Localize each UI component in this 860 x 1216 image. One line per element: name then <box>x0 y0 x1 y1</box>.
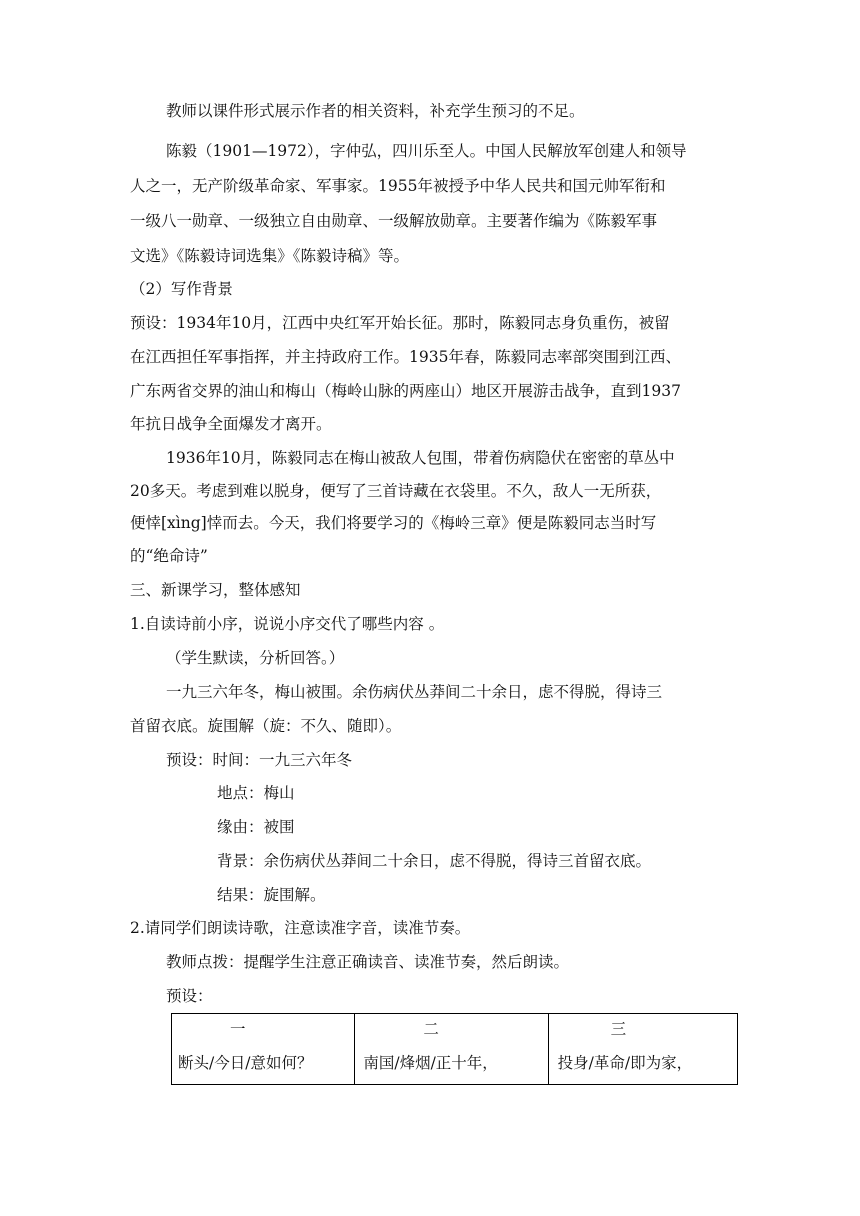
answer-time: 预设：时间：一九三六年冬 <box>166 751 353 769</box>
poem-first-line: 断头/今日/意如何？ <box>178 1054 313 1072</box>
question-2: 2.请同学们朗读诗歌，注意读准字音，读准节奏。 <box>130 919 471 937</box>
background-heading: （2）写作背景 <box>130 280 233 298</box>
question-1: 1.自读诗前小序，说说小序交代了哪些内容 。 <box>130 615 445 633</box>
poem-first-line: 投身/革命/即为家， <box>557 1054 693 1072</box>
background-line: 年抗日战争全面爆发才离开。 <box>130 415 332 433</box>
answer-background: 背景：余伤病伏丛莽间二十余日，虑不得脱，得诗三首留衣底。 <box>217 852 652 870</box>
poem-cell-3 <box>548 1014 737 1085</box>
preset-label: 预设： <box>166 987 213 1005</box>
answer-cause: 缘由：被围 <box>217 818 295 836</box>
intro-paragraph: 教师以课件形式展示作者的相关资料，补充学生预习的不足。 <box>166 102 585 120</box>
background-line: 在江西担任军事指挥，并主持政府工作。1935年春，陈毅同志率部突围到江西、 <box>130 348 681 366</box>
background-line: 1936年10月，陈毅同志在梅山被敌人包围，带着伤病隐伏在密密的草丛中 <box>166 449 675 467</box>
preface-line: 一九三六年冬，梅山被围。余伤病伏丛莽间二十余日，虑不得脱，得诗三 <box>166 683 663 701</box>
answer-place: 地点：梅山 <box>217 784 295 802</box>
background-line: 20多天。考虑到难以脱身，便写了三首诗藏在衣袋里。不久，敌人一无所获， <box>130 482 662 500</box>
poem-number: 二 <box>423 1020 439 1038</box>
poem-rhythm-table <box>171 1013 738 1085</box>
bio-line: 一级八一勋章、一级独立自由勋章、一级解放勋章。主要著作编为《陈毅军事 <box>130 212 658 230</box>
bio-line: 人之一，无产阶级革命家、军事家。1955年被授予中华人民共和国元帅军衔和 <box>130 177 666 195</box>
poem-number: 一 <box>230 1020 246 1038</box>
preface-line: 首留衣底。旋围解（旋：不久、随即）。 <box>130 717 402 735</box>
section-heading: 三、新课学习，整体感知 <box>130 581 301 599</box>
poem-number: 三 <box>610 1020 627 1038</box>
poem-first-line: 南国/烽烟/正十年， <box>363 1054 498 1072</box>
bio-line: 文选》《陈毅诗词选集》《陈毅诗稿》等。 <box>130 247 410 265</box>
background-line: 的“绝命诗” <box>130 547 208 565</box>
bio-line: 陈毅（1901—1972），字仲弘，四川乐至人。中国人民解放军创建人和领导 <box>166 142 687 160</box>
question-1-note: （学生默读，分析回答。） <box>166 649 345 667</box>
background-line: 广东两省交界的油山和梅山（梅岭山脉的两座山）地区开展游击战争，直到1937 <box>130 382 681 400</box>
poem-cell-2 <box>355 1014 548 1085</box>
background-line: 预设：1934年10月，江西中央红军开始长征。那时，陈毅同志身负重伤，被留 <box>130 314 670 332</box>
answer-result: 结果：旋围解。 <box>217 886 326 904</box>
poem-cell-1 <box>172 1014 355 1085</box>
background-line: 便悻[xìng]悻而去。今天，我们将要学习的《梅岭三章》便是陈毅同志当时写 <box>130 514 657 532</box>
teacher-tip: 教师点拨：提醒学生注意正确读音、读准节奏，然后朗读。 <box>166 953 570 971</box>
